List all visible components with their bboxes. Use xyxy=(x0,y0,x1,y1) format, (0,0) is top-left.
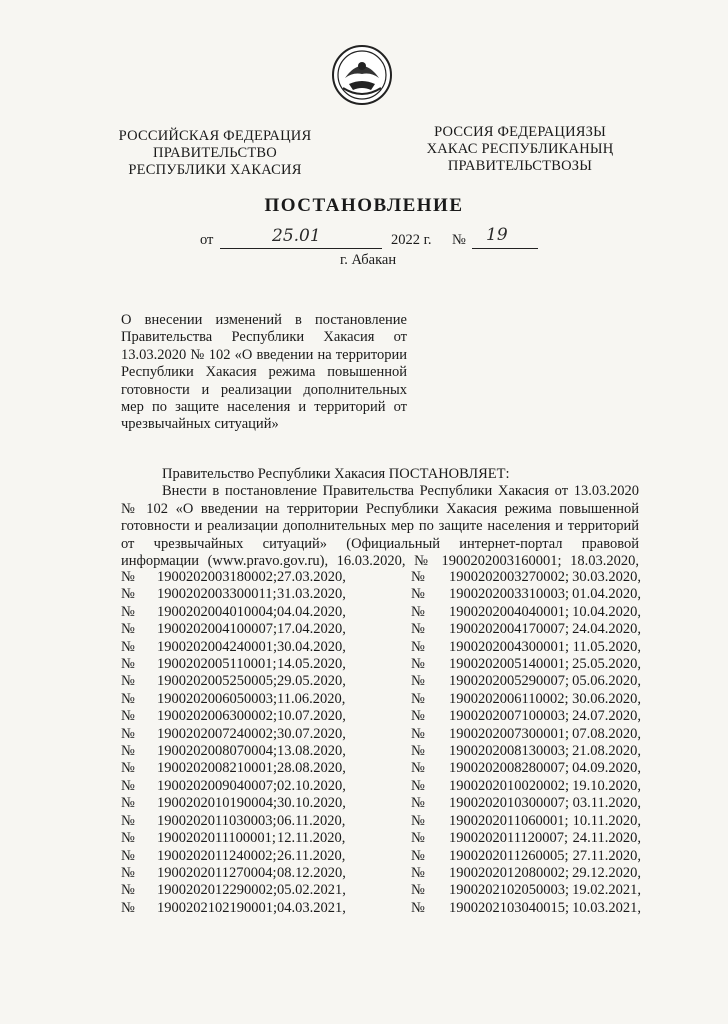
publications-table xyxy=(121,569,641,917)
publication-date-cell: 02.10.2020, xyxy=(277,777,346,794)
publication-date-cell: 21.08.2020, xyxy=(572,743,641,760)
number-sign-cell: № xyxy=(121,586,135,603)
publication-number-cell: 1900202008130003; xyxy=(449,743,570,760)
publication-number-cell: 1900202009040007; xyxy=(157,777,278,794)
publication-number-cell: 1900202008070004; xyxy=(157,743,278,760)
publication-number-cell: 1900202008280007; xyxy=(449,760,570,777)
publication-date-cell: 29.05.2020, xyxy=(277,673,346,690)
date-from-label: от xyxy=(200,232,214,248)
publication-date-cell: 27.03.2020, xyxy=(277,569,346,585)
publication-number-cell: 1900202005250005; xyxy=(157,673,278,690)
table-row xyxy=(121,621,641,638)
publication-number-cell: 1900202003310003; xyxy=(449,586,570,603)
publication-date-cell: 17.04.2020, xyxy=(277,621,346,638)
intro-paragraph: Правительство Республики Хакасия ПОСТАНОВЛЯЕТ: xyxy=(162,466,510,482)
header-left-line-3: РЕСПУБЛИКИ ХАКАСИЯ xyxy=(128,162,302,178)
table-row xyxy=(121,586,641,603)
publication-date-cell: 28.08.2020, xyxy=(277,760,346,777)
table-row xyxy=(121,778,641,795)
publication-number-cell: 1900202007240002; xyxy=(157,725,278,742)
table-row xyxy=(121,813,641,830)
number-sign-cell: № xyxy=(121,621,135,638)
publication-number-cell: 1900202003270002; xyxy=(449,569,570,585)
publication-number-cell: 1900202012080002; xyxy=(449,864,570,881)
publication-number-cell: 1900202007100003; xyxy=(449,708,570,725)
publication-date-cell: 14.05.2020, xyxy=(277,656,346,673)
publication-number-cell: 1900202007300001; xyxy=(449,725,570,742)
publication-date-cell: 30.06.2020, xyxy=(572,690,641,707)
subject-block: О внесении изменений в постановление Правительства Республики Хакасия от 13.03.2020 № 102 «О введении на территории Республики Хакасия режима повышенной готовности и реализации дополнительных мер по защите населения и территорий от чрезвычайных ситуаций» xyxy=(121,312,407,433)
publication-date-cell: 30.04.2020, xyxy=(277,638,346,655)
number-sign: № xyxy=(452,232,466,248)
number-sign-cell: № xyxy=(411,777,425,794)
header-right-line-2: ХАКАС РЕСПУБЛИКАНЫҢ xyxy=(426,141,614,157)
number-sign-cell: № xyxy=(121,638,135,655)
publication-date-cell: 11.06.2020, xyxy=(277,690,346,707)
publication-date-cell: 06.11.2020, xyxy=(277,812,346,829)
publication-date-cell: 30.10.2020, xyxy=(277,795,346,812)
number-sign-cell: № xyxy=(411,586,425,603)
table-row xyxy=(121,760,641,777)
publication-date-cell: 03.11.2020, xyxy=(572,795,641,812)
table-row xyxy=(121,865,641,882)
publication-date-cell: 19.10.2020, xyxy=(572,777,641,794)
publication-date-cell: 04.04.2020, xyxy=(277,603,346,620)
publication-number-cell: 1900202011030003; xyxy=(157,812,277,829)
publication-number-cell: 1900202003300011; xyxy=(157,586,277,603)
publication-number-cell: 1900202004040001; xyxy=(449,603,570,620)
header-right-line-3: ПРАВИТЕЛЬСТВОЗЫ xyxy=(447,158,593,174)
number-sign-cell: № xyxy=(121,656,135,673)
publication-number-cell: 1900202010020002; xyxy=(449,777,570,794)
table-row xyxy=(121,795,641,812)
number-sign-cell: № xyxy=(121,760,135,777)
publication-number-cell: 1900202102190001; xyxy=(157,899,278,916)
number-sign-cell: № xyxy=(411,830,425,847)
publication-number-cell: 1900202103040015; xyxy=(449,899,570,916)
header-right-block xyxy=(415,124,625,175)
coat-of-arms-icon xyxy=(331,44,393,106)
publication-number-cell: 1900202011120007; xyxy=(449,830,568,847)
number-sign-cell: № xyxy=(411,864,425,881)
number-sign-cell: № xyxy=(411,847,425,864)
publication-number-cell: 1900202004170007; xyxy=(449,621,570,638)
publication-number-cell: 1900202004010004; xyxy=(157,603,278,620)
publication-date-cell: 04.09.2020, xyxy=(572,760,641,777)
publication-number-cell: 1900202011100001; xyxy=(157,830,276,847)
publication-date-cell: 08.12.2020, xyxy=(277,864,346,881)
publication-date-cell: 19.02.2021, xyxy=(572,882,641,899)
number-sign-cell: № xyxy=(411,621,425,638)
publication-number-cell: 1900202011260005; xyxy=(449,847,569,864)
table-row xyxy=(121,830,641,847)
publication-date-cell: 26.11.2020, xyxy=(277,847,346,864)
publication-date-cell: 13.08.2020, xyxy=(277,743,346,760)
number-sign-cell: № xyxy=(121,743,135,760)
publication-number-cell: 1900202011240002; xyxy=(157,847,277,864)
publication-date-cell: 07.08.2020, xyxy=(572,725,641,742)
publication-number-cell: 1900202011270004; xyxy=(157,864,277,881)
number-sign-cell: № xyxy=(121,847,135,864)
number-sign-cell: № xyxy=(121,725,135,742)
publication-date-cell: 25.05.2020, xyxy=(572,656,641,673)
publication-number-cell: 1900202005140001; xyxy=(449,656,570,673)
number-sign-cell: № xyxy=(411,725,425,742)
table-row xyxy=(121,673,641,690)
header-left-line-2: ПРАВИТЕЛЬСТВО xyxy=(153,145,277,161)
publication-date-cell: 11.05.2020, xyxy=(572,638,641,655)
table-row xyxy=(121,604,641,621)
number-sign-cell: № xyxy=(121,708,135,725)
date-year: 2022 г. xyxy=(391,232,432,248)
publication-date-cell: 12.11.2020, xyxy=(277,830,346,847)
header-left-block xyxy=(110,128,320,179)
table-row xyxy=(121,882,641,899)
table-row xyxy=(121,656,641,673)
publication-number-cell: 1900202008210001; xyxy=(157,760,278,777)
number-sign-cell: № xyxy=(411,882,425,899)
publication-date-cell: 10.03.2021, xyxy=(572,899,641,916)
publication-date-cell: 10.07.2020, xyxy=(277,708,346,725)
number-sign-cell: № xyxy=(121,830,135,847)
table-row xyxy=(121,569,641,586)
handwritten-number: 19 xyxy=(486,225,508,245)
publication-number-cell: 1900202005110001; xyxy=(157,656,277,673)
publication-number-cell: 1900202004300001; xyxy=(449,638,570,655)
publication-number-cell: 1900202010190004; xyxy=(157,795,278,812)
body-text xyxy=(121,466,639,570)
main-paragraph: Внести в постановление Правительства Республики Хакасия от 13.03.2020 № 102 «О введении на территории Республики Хакасия режима повышенной готовности и реализации дополнительных мер по защите населения и территорий от чрезвычайных ситуаций» (Официальный интернет-портал правовой информации (www.pravo.gov.ru), 16.03.2020, № 1900202003160001; 18.03.2020, xyxy=(121,483,639,570)
number-sign-cell: № xyxy=(121,882,135,899)
publication-date-cell: 27.11.2020, xyxy=(572,847,641,864)
number-sign-cell: № xyxy=(411,812,425,829)
publication-date-cell: 10.11.2020, xyxy=(572,812,641,829)
number-sign-cell: № xyxy=(411,899,425,916)
document-title: ПОСТАНОВЛЕНИЕ xyxy=(264,195,464,216)
number-sign-cell: № xyxy=(121,864,135,881)
table-row xyxy=(121,743,641,760)
number-sign-cell: № xyxy=(411,708,425,725)
number-sign-cell: № xyxy=(121,812,135,829)
number-sign-cell: № xyxy=(121,795,135,812)
number-sign-cell: № xyxy=(411,603,425,620)
publication-date-cell: 24.07.2020, xyxy=(572,708,641,725)
publication-number-cell: 1900202006050003; xyxy=(157,690,278,707)
publication-date-cell: 31.03.2020, xyxy=(277,586,346,603)
publication-number-cell: 1900202012290002; xyxy=(157,882,278,899)
publication-date-cell: 04.03.2021, xyxy=(277,899,346,916)
number-sign-cell: № xyxy=(411,638,425,655)
number-sign-cell: № xyxy=(411,690,425,707)
number-sign-cell: № xyxy=(121,603,135,620)
publication-number-cell: 1900202102050003; xyxy=(449,882,570,899)
number-sign-cell: № xyxy=(411,673,425,690)
number-sign-cell: № xyxy=(411,656,425,673)
publication-date-cell: 24.11.2020, xyxy=(572,830,641,847)
header-left-line-1: РОССИЙСКАЯ ФЕДЕРАЦИЯ xyxy=(118,128,312,144)
publication-date-cell: 29.12.2020, xyxy=(572,864,641,881)
publication-date-cell: 30.07.2020, xyxy=(277,725,346,742)
header-right-line-1: РОССИЯ ФЕДЕРАЦИЯЗЫ xyxy=(434,124,606,140)
table-row xyxy=(121,900,641,917)
number-sign-cell: № xyxy=(121,673,135,690)
number-sign-cell: № xyxy=(121,690,135,707)
table-row xyxy=(121,726,641,743)
publication-date-cell: 05.02.2021, xyxy=(277,882,346,899)
publication-number-cell: 1900202004100007; xyxy=(157,621,278,638)
publication-date-cell: 10.04.2020, xyxy=(572,603,641,620)
publication-number-cell: 1900202005290007; xyxy=(449,673,570,690)
publication-number-cell: 1900202003180002; xyxy=(157,569,278,585)
publication-date-cell: 05.06.2020, xyxy=(572,673,641,690)
table-row xyxy=(121,639,641,656)
publication-number-cell: 1900202004240001; xyxy=(157,638,278,655)
publication-date-cell: 01.04.2020, xyxy=(572,586,641,603)
table-row xyxy=(121,691,641,708)
handwritten-date: 25.01 xyxy=(272,226,321,246)
publication-date-cell: 24.04.2020, xyxy=(572,621,641,638)
number-sign-cell: № xyxy=(411,569,425,585)
publication-date-cell: 30.03.2020, xyxy=(572,569,641,585)
table-row xyxy=(121,848,641,865)
number-sign-cell: № xyxy=(121,569,135,585)
table-row xyxy=(121,708,641,725)
number-sign-cell: № xyxy=(121,777,135,794)
city-label: г. Абакан xyxy=(340,252,397,268)
number-sign-cell: № xyxy=(411,743,425,760)
publication-number-cell: 1900202006300002; xyxy=(157,708,278,725)
number-sign-cell: № xyxy=(411,795,425,812)
publication-number-cell: 1900202010300007; xyxy=(449,795,570,812)
number-sign-cell: № xyxy=(121,899,135,916)
publication-number-cell: 1900202011060001; xyxy=(449,812,569,829)
publication-number-cell: 1900202006110002; xyxy=(449,690,569,707)
number-sign-cell: № xyxy=(411,760,425,777)
